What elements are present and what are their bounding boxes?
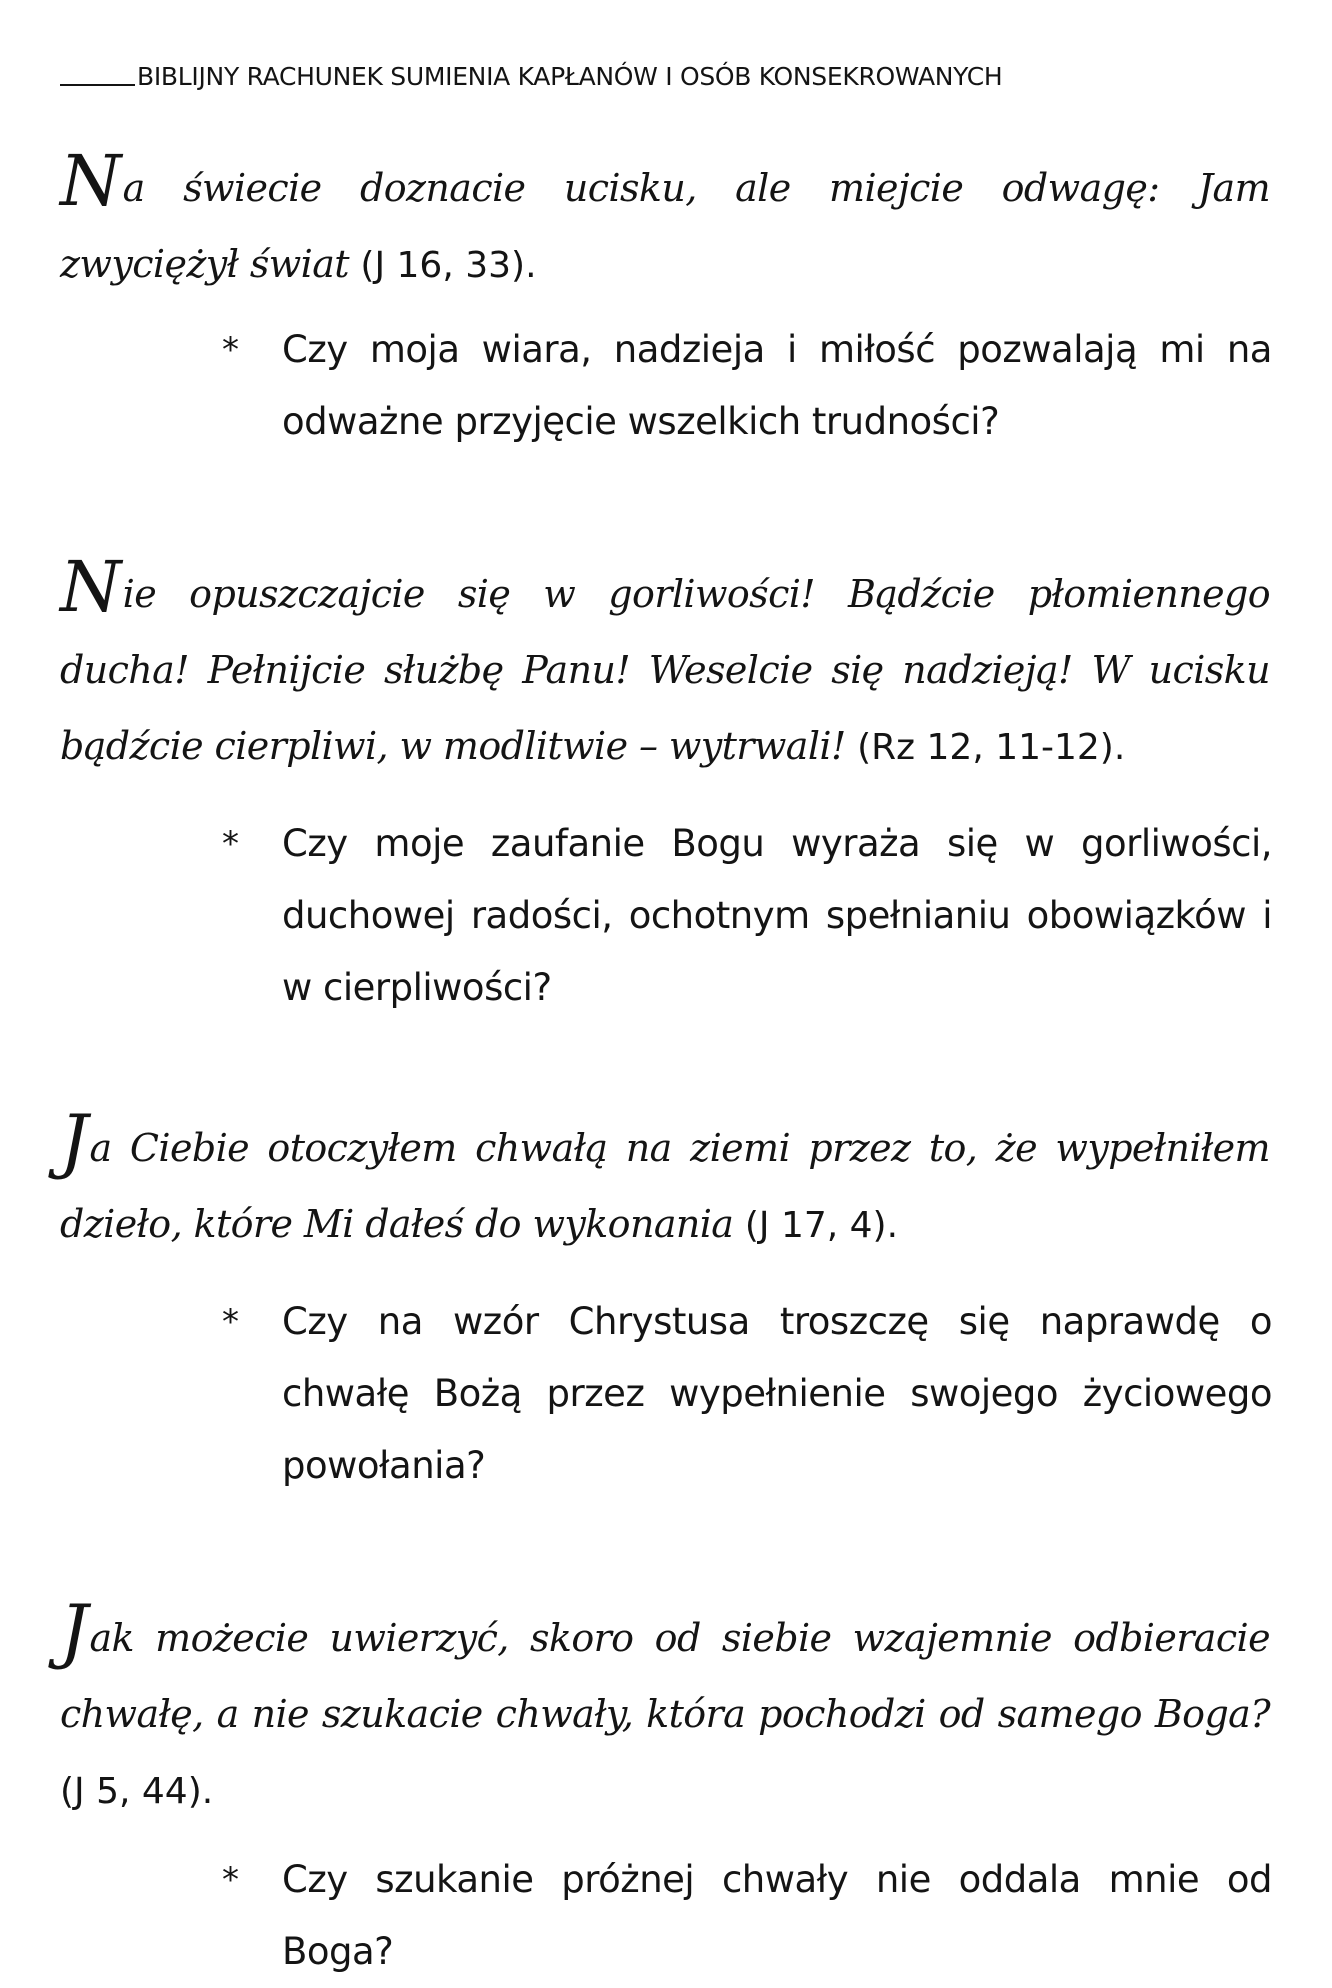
running-title: BIBLIJNY RACHUNEK SUMIENIA KAPŁANÓW I OSÓB KONSEKROWANYCH — [137, 62, 1003, 91]
examination-question — [222, 1844, 1272, 1988]
verse-reference: (J 16, 33). — [360, 245, 537, 286]
drop-initial: J — [60, 1590, 88, 1672]
drop-initial: N — [60, 140, 121, 222]
scripture-verse — [60, 546, 1270, 786]
asterisk-bullet: * — [222, 1302, 239, 1342]
question-text: Czy szukanie próżnej chwały nie oddala mnie od Boga? — [282, 1858, 1272, 1973]
scripture-entry — [60, 1100, 1272, 1502]
verse-reference: (Rz 12, 11-12). — [857, 727, 1126, 768]
verse-text: a świecie doznacie ucisku, ale miejcie odwagę: Jam zwyciężył świat — [60, 166, 1270, 286]
verse-reference: (J 17, 4). — [744, 1205, 899, 1246]
examination-question — [222, 1286, 1272, 1502]
scripture-verse — [60, 1590, 1270, 1830]
asterisk-bullet: * — [222, 330, 239, 370]
verse-text: ie opuszczajcie się w gorliwości! Bądźcie płomiennego ducha! Pełnijcie służbę Panu! Weselcie się nadzieją! W ucisku bądźcie cierpliwi, w modlitwie – wytrwali! — [60, 572, 1270, 768]
drop-initial: N — [60, 546, 121, 628]
verse-text: a Ciebie otoczyłem chwałą na ziemi przez to, że wypełniłem dzieło, które Mi dałeś do wykonania — [60, 1126, 1270, 1246]
examination-question — [222, 314, 1272, 458]
asterisk-bullet: * — [222, 824, 239, 864]
question-text: Czy moja wiara, nadzieja i miłość pozwalają mi na odważne przyjęcie wszelkich trudności? — [282, 328, 1272, 443]
scripture-entry — [60, 546, 1272, 1024]
asterisk-bullet: * — [222, 1860, 239, 1900]
header-rule — [60, 84, 135, 86]
scripture-entry — [60, 140, 1272, 458]
scripture-verse — [60, 140, 1270, 304]
drop-initial: J — [60, 1100, 88, 1182]
question-text: Czy moje zaufanie Bogu wyraża się w gorliwości, duchowej radości, ochotnym spełnianiu obowiązków i w cierpliwości? — [282, 822, 1272, 1009]
examination-question — [222, 808, 1272, 1024]
running-header — [60, 62, 1270, 91]
verse-reference: (J 5, 44). — [60, 1771, 214, 1812]
question-text: Czy na wzór Chrystusa troszczę się naprawdę o chwałę Bożą przez wypełnienie swojego życiowego powołania? — [282, 1300, 1272, 1487]
verse-text: ak możecie uwierzyć, skoro od siebie wzajemnie odbieracie chwałę, a nie szukacie chwały, która pochodzi od samego Boga? — [60, 1616, 1270, 1736]
scripture-verse — [60, 1100, 1270, 1264]
